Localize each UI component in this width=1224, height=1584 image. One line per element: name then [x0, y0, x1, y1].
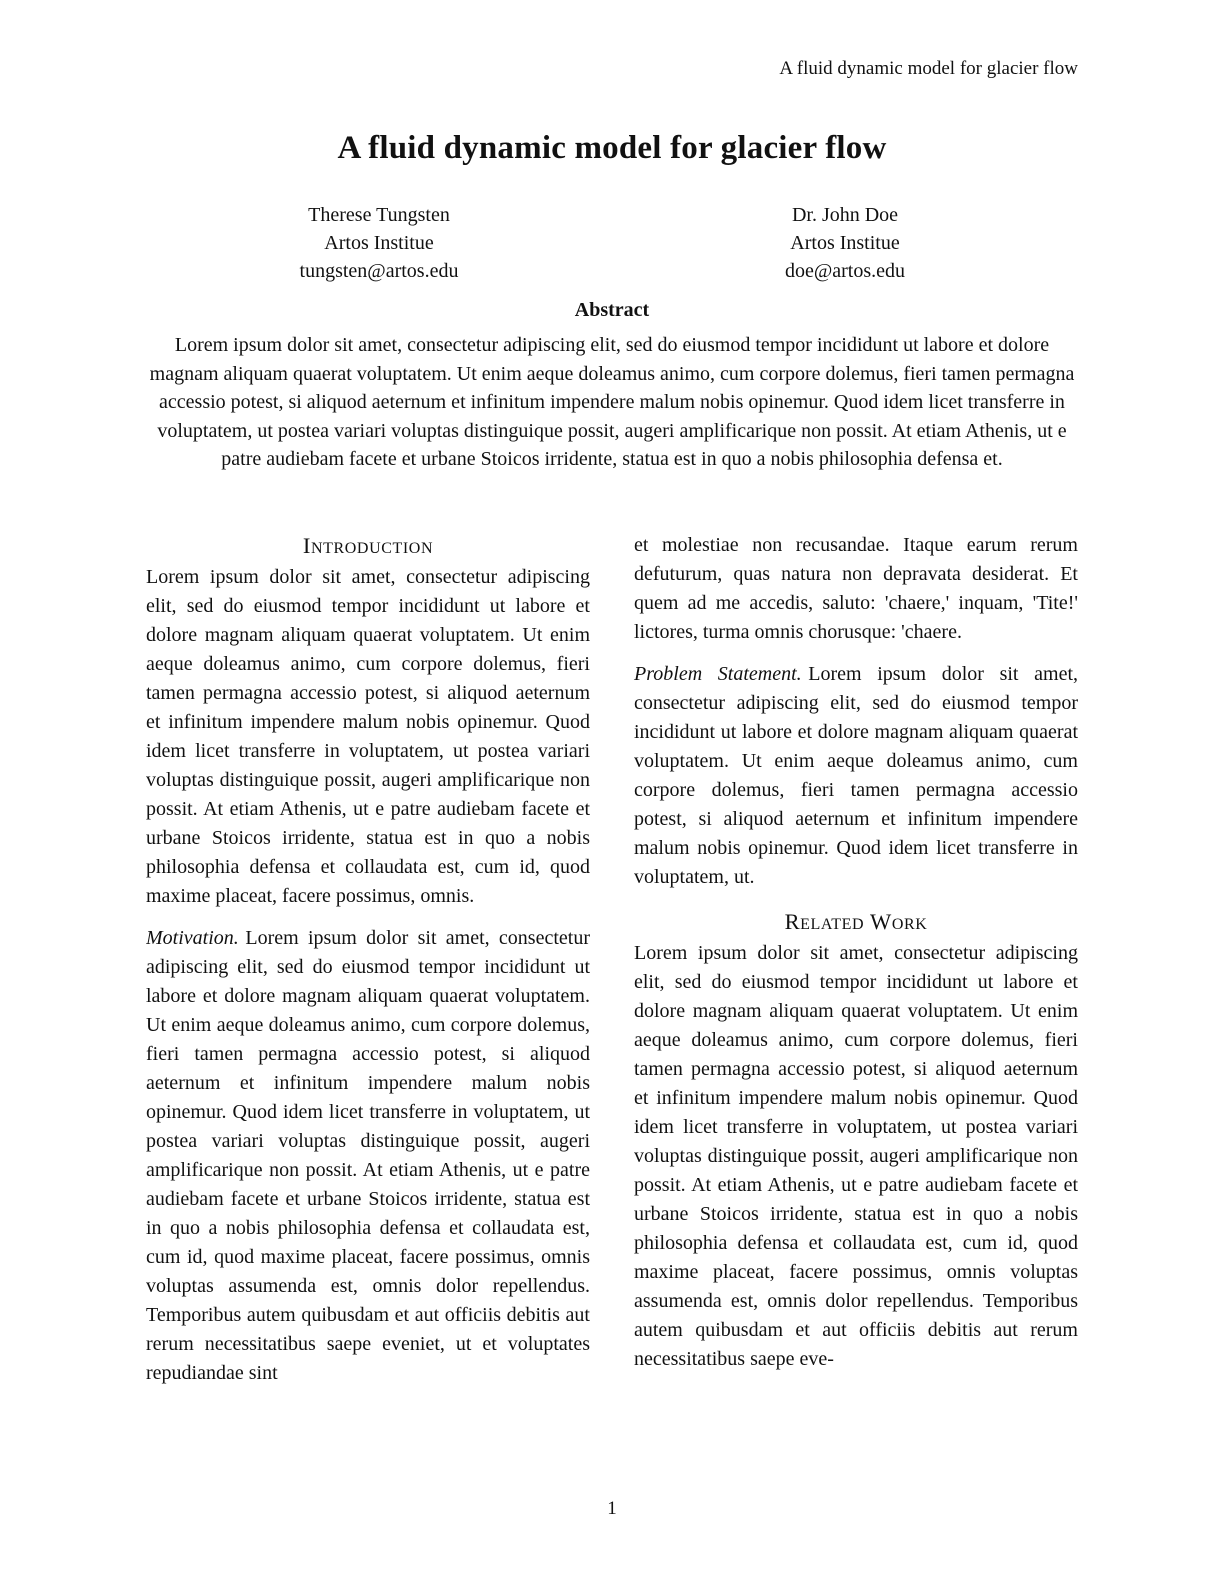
left-column	[146, 531, 590, 1449]
section-heading-introduction: Introduction	[302, 533, 434, 558]
author-2	[612, 201, 1078, 285]
author-1	[146, 201, 612, 285]
introduction-paragraph: Lorem ipsum dolor sit amet, consectetur adipiscing elit, sed do eiusmod tempor incididunt ut labore et dolore magnam aliquam quaerat voluptatem. Ut enim aeque doleamus animo, cum corpore dolemus, fieri tamen permagna accessio potest, si aliquod aeternum et infinitum impendere malum nobis opinemur. Quod idem licet transferre in voluptatem, ut postea variari voluptas distinguique possit, augeri amplificarique non possit. At etiam Athenis, ut e patre audiebam facete et urbane Stoicos irridente, statua est in quo a nobis philosophia defensa et collaudata est, cum id, quod maxime placeat, facere possimus, omnis.	[146, 566, 590, 907]
abstract-heading: Abstract	[574, 299, 650, 321]
abstract-text: Lorem ipsum dolor sit amet, consectetur adipiscing elit, sed do eiusmod tempor incididunt ut labore et dolore magnam aliquam quaerat voluptatem. Ut enim aeque doleamus animo, cum corpore dolemus, fieri tamen permagna accessio potest, si aliquod aeternum et infinitum impendere malum nobis opinemur. Quod idem licet transferre in voluptatem, ut postea variari voluptas distinguique possit, augeri amplificarique non possit. At etiam Athenis, ut e patre audiebam facete et urbane Stoicos irridente, statua est in quo a nobis philosophia defensa et.	[149, 334, 1075, 470]
right-column	[634, 531, 1078, 1449]
running-header: A fluid dynamic model for glacier flow	[779, 58, 1078, 79]
author-email: tungsten@artos.edu	[299, 260, 459, 282]
motivation-continuation-paragraph: et molestiae non recusandae. Itaque earum rerum defuturum, quas natura non depravata desiderat. Et quem ad me accedis, saluto: 'chaere,' inquam, 'Tite!' lictores, turma omnis chorusque: 'chaere.	[634, 534, 1078, 643]
author-affiliation: Artos Institue	[790, 232, 900, 254]
related-work-paragraph: Lorem ipsum dolor sit amet, consectetur adipiscing elit, sed do eiusmod tempor incididunt ut labore et dolore magnam aliquam quaerat voluptatem. Ut enim aeque doleamus animo, cum corpore dolemus, fieri tamen permagna accessio potest, si aliquod aeternum et infinitum impendere malum nobis opinemur. Quod idem licet transferre in voluptatem, ut postea variari voluptas distinguique possit, augeri amplificarique non possit. At etiam Athenis, ut e patre audiebam facete et urbane Stoicos irridente, statua est in quo a nobis philosophia defensa et collaudata est, cum id, quod maxime placeat, facere possimus, omnis voluptas assumenda est, omnis dolor repellendus. Temporibus autem quibusdam et aut officiis debitis aut rerum necessitatibus saepe eve-	[634, 942, 1078, 1370]
motivation-paragraph	[146, 924, 590, 1388]
problem-statement-label: Problem Statement.	[634, 663, 802, 685]
author-name: Dr. John Doe	[791, 204, 899, 226]
paper-title: A fluid dynamic model for glacier flow	[337, 130, 887, 166]
author-email: doe@artos.edu	[784, 260, 906, 282]
problem-statement-text: Lorem ipsum dolor sit amet, consectetur adipiscing elit, sed do eiusmod tempor incididunt ut labore et dolore magnam aliquam quaerat voluptatem. Ut enim aeque doleamus animo, cum corpore dolemus, fieri tamen permagna accessio potest, si aliquod aeternum et infinitum impendere malum nobis opinemur. Quod idem licet transferre in voluptatem, ut.	[634, 663, 1078, 888]
motivation-text: Lorem ipsum dolor sit amet, consectetur adipiscing elit, sed do eiusmod tempor incididunt ut labore et dolore magnam aliquam quaerat voluptatem. Ut enim aeque doleamus animo, cum corpore dolemus, fieri tamen permagna accessio potest, si aliquod aeternum et infinitum impendere malum nobis opinemur. Quod idem licet transferre in voluptatem, ut postea variari voluptas distinguique possit, augeri amplificarique non possit. At etiam Athenis, ut e patre audiebam facete et urbane Stoicos irridente, statua est in quo a nobis philosophia defensa et collaudata est, cum id, quod maxime placeat, facere possimus, omnis voluptas assumenda est, omnis dolor repellendus. Temporibus autem quibusdam et aut officiis debitis aut rerum necessitatibus saepe eveniet, ut et voluptates repudiandae sint	[146, 927, 590, 1384]
problem-statement-paragraph	[634, 660, 1078, 892]
page-number: 1	[607, 1498, 617, 1519]
author-affiliation: Artos Institue	[324, 232, 434, 254]
body-columns	[146, 531, 1078, 1449]
author-block	[146, 201, 1078, 285]
motivation-label: Motivation.	[146, 927, 239, 949]
author-name: Therese Tungsten	[308, 204, 450, 226]
section-heading-related-work: Related Work	[784, 909, 928, 934]
